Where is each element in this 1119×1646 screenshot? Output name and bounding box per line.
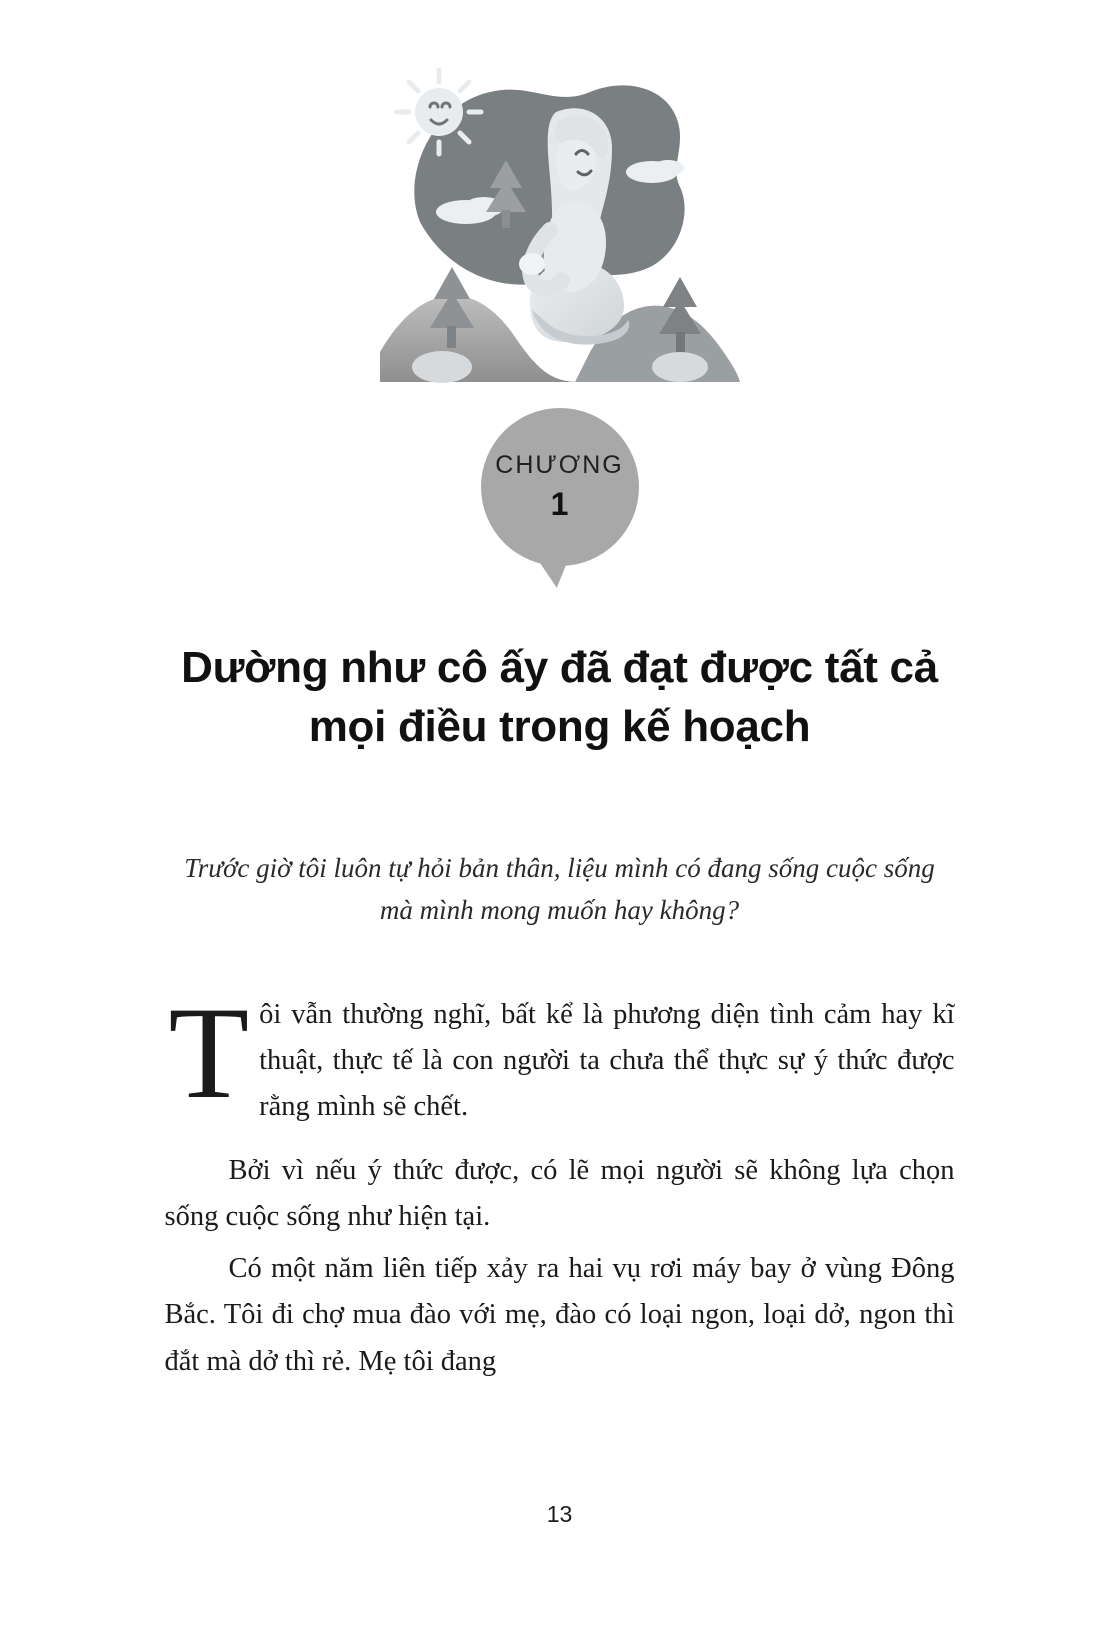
paragraph-first-text: ôi vẫn thường nghĩ, bất kể là phương diện tình cảm hay kĩ thuật, thực tế là con người ta chưa thể thực sự ý thức được rằng mình sẽ chết.	[259, 998, 955, 1123]
badge-tail	[535, 552, 574, 590]
sun-icon	[397, 70, 481, 154]
paragraph-third: Có một năm liên tiếp xảy ra hai vụ rơi máy bay ở vùng Đông Bắc. Tôi đi chợ mua đào với mẹ, đào có loại ngon, loại dở, ngon thì đắt mà dở thì rẻ. Mẹ tôi đang	[164, 1253, 955, 1377]
paragraph-first	[165, 978, 955, 1142]
chapter-number: 1	[550, 486, 569, 522]
rock-shape	[412, 351, 708, 383]
body-text	[164, 978, 955, 1391]
page-number: 13	[546, 1501, 573, 1527]
chapter-label: CHƯƠNG	[495, 451, 624, 479]
chapter-illustration	[380, 52, 740, 402]
drop-cap: T	[168, 978, 250, 1126]
paragraph-second: Bởi vì nếu ý thức được, có lẽ mọi người sẽ không lựa chọn sống cuộc sống như hiện tại.	[164, 1154, 955, 1233]
epigraph: Trước giờ tôi luôn tự hỏi bản thân, liệu mình có đang sống cuộc sống mà mình mong muốn hay không?	[184, 853, 935, 926]
chapter-badge	[481, 408, 639, 566]
page-title: Dường như cô ấy đã đạt được tất cả mọi điều trong kế hoạch	[181, 643, 938, 752]
